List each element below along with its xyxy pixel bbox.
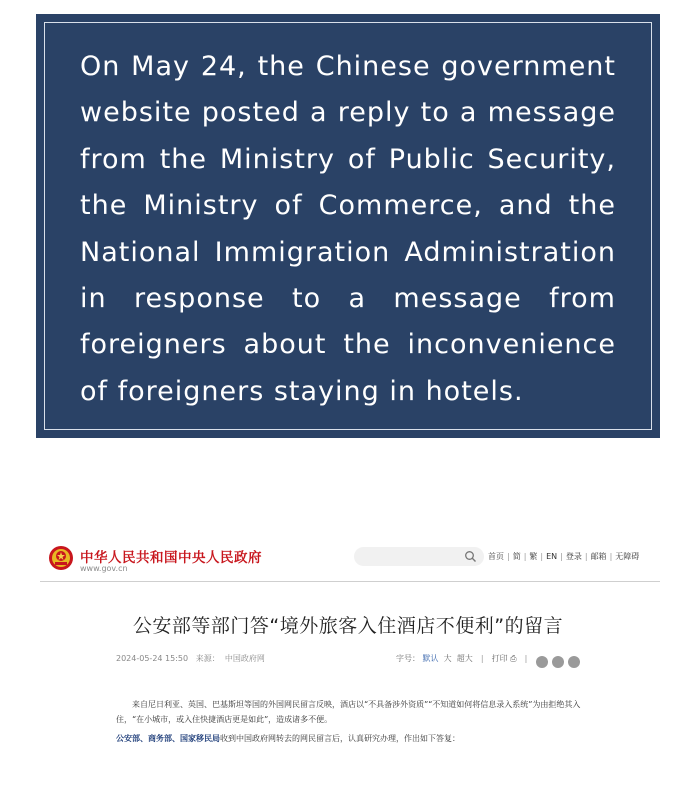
print-button[interactable]: 打印 xyxy=(491,654,508,663)
reply-text: 收到中国政府网转去的网民留言后，认真研究办理，作出如下答复： xyxy=(220,734,460,743)
site-name[interactable]: 中华人民共和国中央人民政府 xyxy=(80,550,262,566)
source-label: 来源： xyxy=(195,654,220,663)
nav-divider: | xyxy=(560,552,563,561)
font-size-xlarge[interactable]: 超大 xyxy=(456,654,473,663)
nav-simplified[interactable]: 简 xyxy=(512,552,521,561)
article-tools xyxy=(396,653,530,664)
nav-login[interactable]: 登录 xyxy=(565,552,582,561)
nav-traditional[interactable]: 繁 xyxy=(529,552,538,561)
search-input[interactable] xyxy=(354,547,484,566)
article-meta xyxy=(116,653,265,664)
article-reply xyxy=(116,733,586,744)
tools-divider: | xyxy=(522,654,528,663)
national-emblem-icon xyxy=(48,545,74,571)
nav-divider: | xyxy=(540,552,544,561)
nav-english[interactable]: EN xyxy=(546,552,558,561)
site-url: www.gov.cn xyxy=(80,564,128,573)
font-size-large[interactable]: 大 xyxy=(443,654,452,663)
tools-divider: | xyxy=(478,654,487,663)
article-date: 2024-05-24 15:50 xyxy=(116,654,189,663)
wechat-share-icon[interactable] xyxy=(552,656,564,668)
search-icon[interactable] xyxy=(464,550,477,563)
share-icons xyxy=(536,651,584,670)
font-size-default[interactable]: 默认 xyxy=(422,654,439,663)
article-body: 来自尼日利亚、英国、巴基斯坦等国的外国网民留言反映，酒店以“不具备涉外资质”“不知道如何将信息录入系统”为由拒绝其入住，“在小城市，或入住快捷酒店更是如此”，造成诸多不便。 xyxy=(116,700,581,724)
nav-divider: | xyxy=(523,552,527,561)
reply-agencies: 公安部、商务部、国家移民局 xyxy=(116,733,220,743)
print-icon[interactable]: ⎙ xyxy=(510,654,517,663)
weibo-share-icon[interactable] xyxy=(536,656,548,668)
nav-divider: | xyxy=(507,552,510,561)
font-size-label: 字号： xyxy=(396,654,420,663)
nav-divider: | xyxy=(584,552,588,561)
nav-divider: | xyxy=(609,552,613,561)
top-nav xyxy=(488,551,639,562)
nav-home[interactable]: 首页 xyxy=(488,552,504,561)
more-share-icon[interactable] xyxy=(568,656,580,668)
header-divider xyxy=(40,581,660,582)
nav-accessibility[interactable]: 无障碍 xyxy=(615,552,640,561)
quote-panel xyxy=(36,14,660,438)
article-title: 公安部等部门答“境外旅客入住酒店不便利”的留言 xyxy=(132,615,564,637)
quote-text: On May 24, the Chinese government website posted a reply to a message from the Ministry of Public Security, the Ministry of Commerce, and the National Immigration Administration in response to a message from foreigners about the inconvenience of foreigners staying in hotels. xyxy=(80,51,616,407)
article-source: 中国政府网 xyxy=(224,654,265,663)
gov-website-screenshot xyxy=(36,535,660,765)
nav-mailbox[interactable]: 邮箱 xyxy=(590,552,607,561)
